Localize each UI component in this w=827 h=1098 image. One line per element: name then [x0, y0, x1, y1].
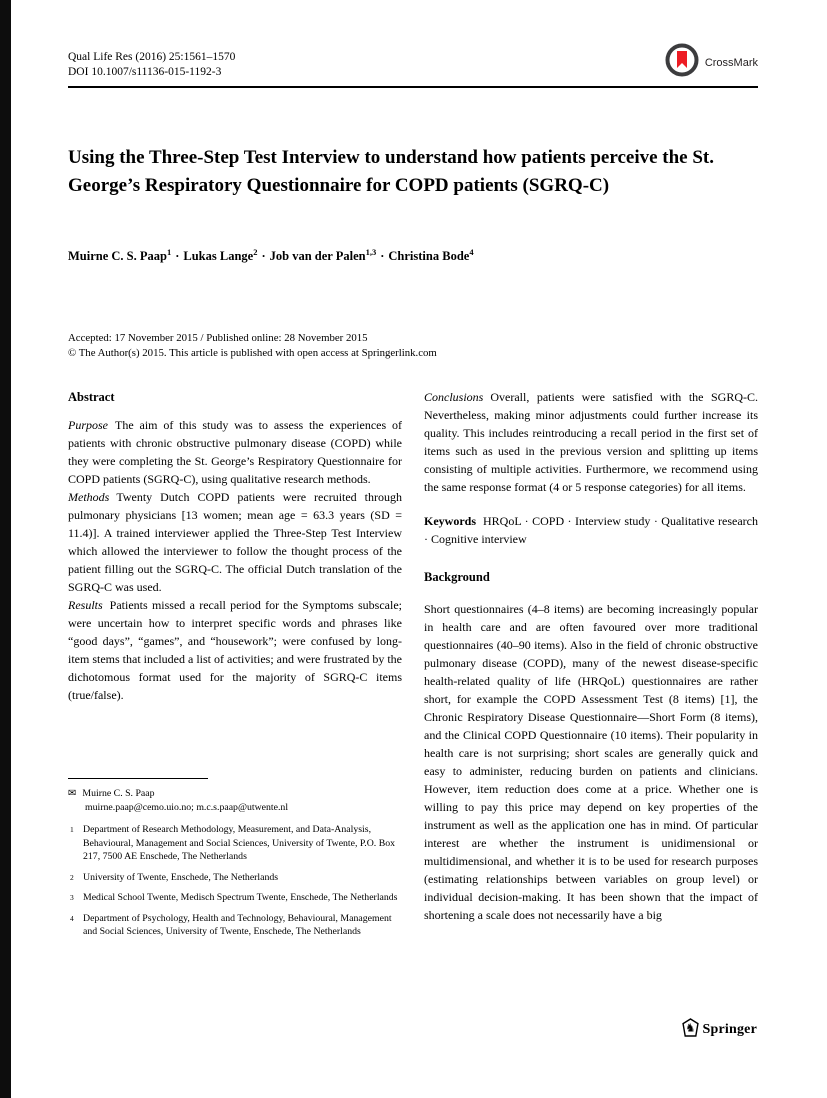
envelope-icon: ✉ — [68, 788, 77, 799]
author-line — [68, 247, 758, 264]
doi-line: DOI 10.1007/s11136-015-1192-3 — [68, 66, 222, 78]
publisher-name: Springer — [702, 1022, 757, 1037]
page-header — [68, 50, 758, 83]
abstract-methods: Methods Twenty Dutch COPD patients were recruited through pulmonary physicians [13 women; mean age = 63.3 years (SD = 11.4)]. A trained interviewer applied the Three-Step Test Interview which allowed the interviewer to follow the thought process of the patient filling out the SGRQ-C. The official Dutch translation of the SGRQ-C was used. — [68, 490, 402, 594]
crossmark-badge[interactable] — [664, 42, 758, 83]
crossmark-icon — [664, 42, 700, 83]
affiliation-1: 1 Department of Research Methodology, Measurement, and Data-Analysis, Behavioural, Management and Social Sciences, University of Twente, P.O. Box 217, 7500 AE Enschede, The Netherlands — [70, 824, 396, 862]
left-column — [68, 388, 402, 704]
abstract-results: Results Patients missed a recall period for the Symptoms subscale; were uncertain how to interpret specific words and phrases like “good days”, “games”, and “housework”; were confused by long-item stems that included a list of activities; and were frustrated by the dichotomous format used for the majority of SGRQ-C items (true/false). — [68, 598, 402, 702]
footnote-rule — [68, 778, 208, 779]
crossmark-label: CrossMark — [704, 56, 758, 69]
correspondence — [68, 787, 402, 814]
right-column — [424, 388, 758, 924]
background-paragraph: Short questionnaires (4–8 items) are becoming increasingly popular in health care and are often favoured over more traditional questionnaires (40–90 items). Also in the field of chronic obstructive pulmonary disease (COPD), many of the newest disease-specific health-related quality of life (HRQoL) questionnaires are rather short, for example the COPD Assessment Test (8 items) [1], the Chronic Respiratory Disease Questionnaire—Short Form (8 items), and the Clinical COPD Questionnaire (10 items). Their popularity in health care is not surprising; short scales are generally quick and easy to administer, reducing burden on patients and clinicians. However, item reduction does come at a price. Whether one is willing to pay this price may depend on key properties of the instrument as well as the application one has in mind. Of particular interest are whether the instrument is unidimensional or multidimensional, and whether it is to be used for research purposes (estimating relationships between variables on group level) or individual decision-making. It has been shown that the impact of shortening a scale does not necessarily have a big — [424, 602, 758, 922]
footnotes — [68, 778, 402, 946]
abstract-heading: Abstract — [68, 390, 115, 404]
journal-citation: Qual Life Res (2016) 25:1561–1570 — [68, 51, 236, 63]
svg-text:♞: ♞ — [684, 1020, 696, 1035]
correspondence-emails: muirne.paap@cemo.uio.no; m.c.s.paap@utwente.nl — [85, 801, 289, 813]
correspondence-name: Muirne C. S. Paap — [82, 788, 155, 799]
affiliation-4: 4 Department of Psychology, Health and Technology, Behavioural, Management and Social Sciences, University of Twente, Enschede, The Netherlands — [70, 912, 392, 937]
author: Lukas Lange$^2$ — [183, 247, 258, 264]
affiliation-3: 3 Medical School Twente, Medisch Spectrum Twente, Enschede, The Netherlands — [70, 892, 398, 903]
page-title: Using the Three-Step Test Interview to understand how patients perceive the St. George’s Respiratory Questionnaire for COPD patients (SGRQ-C) — [68, 147, 715, 196]
publisher-logo — [682, 1018, 758, 1042]
author-separator: · — [380, 249, 385, 264]
purpose-label: Purpose — [68, 418, 108, 432]
publication-dates — [68, 331, 758, 361]
affiliation-2: 2 University of Twente, Enschede, The Netherlands — [70, 871, 279, 883]
keywords: Keywords HRQoL · COPD · Interview study · Qualitative research · Cognitive interview — [424, 514, 758, 546]
results-label: Results — [68, 598, 103, 612]
author-separator: · — [175, 249, 180, 264]
conclusions-label: Conclusions — [424, 390, 484, 404]
author: Christina Bode$^4$ — [388, 247, 474, 264]
author: Job van der Palen$^{1,3}$ — [269, 247, 377, 264]
abstract-purpose: Purpose The aim of this study was to assess the experiences of patients with chronic obstructive pulmonary disease (COPD) while they were completing the St. George’s Respiratory Questionnaire for COPD patients (SGRQ-C), using qualitative research methods. — [68, 418, 402, 486]
methods-label: Methods — [68, 490, 110, 504]
journal-info — [68, 50, 235, 80]
author-separator: · — [261, 249, 266, 264]
springer-shield-icon — [682, 1018, 699, 1042]
keywords-label: Keywords — [424, 514, 476, 528]
header-rule — [68, 86, 758, 88]
background-heading: Background — [424, 570, 490, 584]
author: Muirne C. S. Paap$^1$ — [68, 247, 172, 264]
abstract-conclusions: Conclusions Overall, patients were satisfied with the SGRQ-C. Nevertheless, making minor adjustments could further increase its quality. This includes reintroducing a recall period in the first set of items such as used in the previous version and splitting up items consisting of multiple activities. Furthermore, we recommend using the same response format (4 or 5 response categories) for all items. — [424, 390, 758, 494]
page-edge-shadow — [0, 0, 11, 1098]
accepted-line: Accepted: 17 November 2015 / Published online: 28 November 2015 — [68, 332, 368, 344]
copyright-line: © The Author(s) 2015. This article is published with open access at Springerlink.com — [68, 347, 437, 359]
